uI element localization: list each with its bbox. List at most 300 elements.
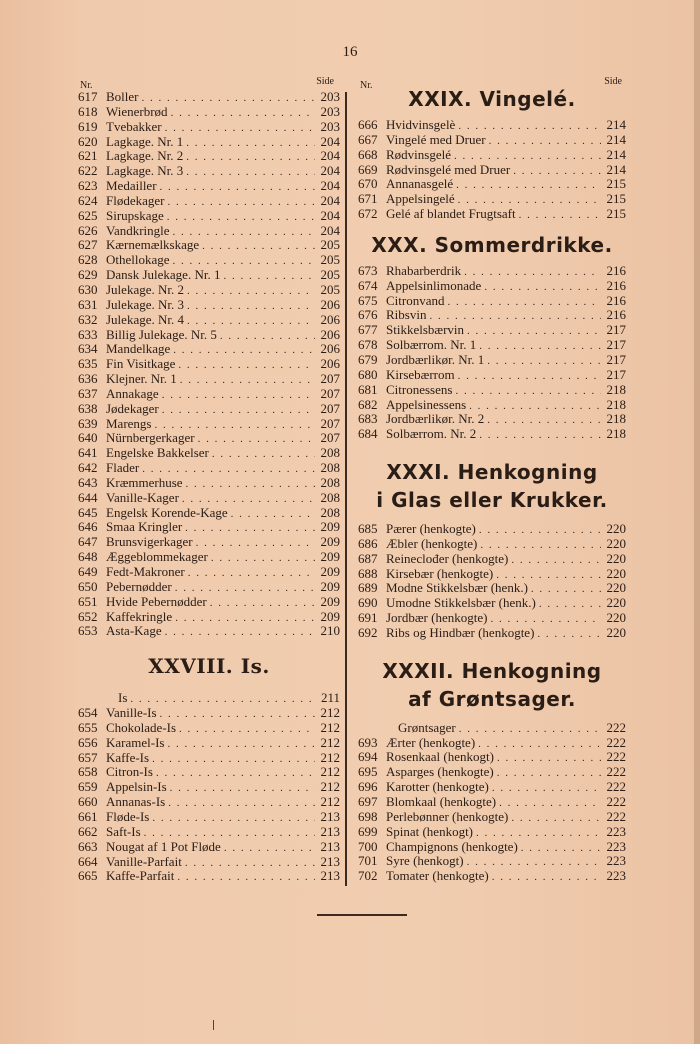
entry-number: 671 bbox=[358, 191, 378, 207]
entry-page: 215 bbox=[606, 206, 626, 222]
entry-title: Syre (henkogt) bbox=[386, 853, 464, 869]
entry-number: 677 bbox=[358, 322, 378, 338]
entry-number: 702 bbox=[358, 868, 378, 884]
index-entry bbox=[358, 780, 626, 795]
dot-leader bbox=[162, 403, 315, 418]
entry-title: Vandkringle bbox=[106, 222, 170, 238]
entry-title: Billig Julekage. Nr. 5 bbox=[106, 326, 217, 342]
entry-page: 207 bbox=[320, 430, 340, 446]
entry-page: 220 bbox=[606, 521, 626, 537]
index-entry bbox=[358, 626, 626, 641]
entry-page: 208 bbox=[320, 445, 340, 461]
entry-page: 213 bbox=[320, 823, 340, 839]
entry-number: 620 bbox=[78, 133, 98, 149]
dot-leader bbox=[497, 751, 601, 766]
index-entry bbox=[78, 751, 340, 766]
entry-number: 696 bbox=[358, 779, 378, 795]
index-entry bbox=[78, 357, 340, 372]
entry-page: 209 bbox=[320, 564, 340, 579]
index-entry bbox=[358, 308, 626, 323]
index-entry bbox=[78, 610, 340, 625]
entry-page: 220 bbox=[606, 580, 626, 596]
entry-title: Kaffe-Parfait bbox=[106, 868, 175, 884]
dot-leader bbox=[152, 752, 315, 767]
entry-page: 212 bbox=[320, 749, 340, 765]
dot-leader bbox=[487, 413, 601, 428]
entry-title: Appelsin-Is bbox=[106, 779, 167, 795]
recipe-list bbox=[358, 118, 626, 222]
entry-title: Vanille-Kager bbox=[106, 489, 179, 505]
entry-number: 634 bbox=[78, 341, 98, 357]
entry-title: Tvebakker bbox=[106, 118, 162, 134]
entry-number: 683 bbox=[358, 411, 378, 427]
dot-leader bbox=[165, 625, 315, 640]
entry-number: 697 bbox=[358, 794, 378, 809]
entry-page: 204 bbox=[320, 207, 340, 223]
entry-number: 654 bbox=[78, 705, 98, 721]
entry-title: Annanas-Is bbox=[106, 794, 166, 810]
index-entry bbox=[78, 135, 340, 150]
entry-title: Vingelé med Druer bbox=[386, 131, 486, 147]
entry-title: Perlebønner (henkogte) bbox=[386, 808, 509, 824]
entry-title: Rosenkaal (henkogt) bbox=[386, 749, 494, 765]
dot-leader bbox=[186, 150, 315, 165]
index-entry bbox=[78, 446, 340, 461]
entry-page: 216 bbox=[606, 277, 626, 293]
dot-leader bbox=[521, 841, 601, 856]
entry-page: 216 bbox=[606, 262, 626, 278]
dot-leader bbox=[511, 553, 601, 568]
index-entry bbox=[358, 412, 626, 427]
entry-number: 652 bbox=[78, 608, 98, 624]
index-entry bbox=[358, 522, 626, 537]
index-entry bbox=[78, 372, 340, 387]
index-entry bbox=[358, 567, 626, 582]
page-edge bbox=[694, 0, 700, 1044]
entry-number: 653 bbox=[78, 623, 98, 639]
index-entry bbox=[358, 398, 626, 413]
entry-title: Blomkaal (henkogte) bbox=[386, 794, 497, 809]
entry-page: 203 bbox=[320, 89, 340, 104]
entry-page: 222 bbox=[606, 808, 626, 824]
dot-leader bbox=[537, 627, 601, 642]
left-column bbox=[78, 76, 340, 884]
index-entry bbox=[78, 476, 340, 491]
entry-title: Lagkage. Nr. 2 bbox=[106, 148, 184, 164]
index-entry bbox=[358, 795, 626, 810]
index-entry bbox=[358, 840, 626, 855]
dot-leader bbox=[202, 239, 315, 254]
entry-number: 679 bbox=[358, 351, 378, 367]
index-entry bbox=[358, 177, 626, 192]
entry-number: 622 bbox=[78, 163, 98, 179]
entry-title: Modne Stikkelsbær (henk.) bbox=[386, 580, 528, 596]
entry-title: Citron-Is bbox=[106, 764, 153, 780]
entry-title: Rhabarberdrik bbox=[386, 262, 462, 278]
entry-page: 220 bbox=[606, 550, 626, 566]
section-title-xxviii: XXVIII. Is. bbox=[148, 654, 270, 679]
entry-title: Grøntsager bbox=[398, 719, 456, 735]
dot-leader bbox=[167, 210, 315, 225]
index-entry bbox=[78, 624, 340, 639]
entry-page: 213 bbox=[320, 808, 340, 824]
entry-title: Engelske Bakkelser bbox=[106, 445, 209, 461]
dot-leader bbox=[171, 106, 315, 121]
entry-title: Karotter (henkogte) bbox=[386, 779, 489, 795]
entry-title: Mandelkage bbox=[106, 341, 171, 357]
entry-page: 203 bbox=[320, 118, 340, 134]
entry-title: Champignons (henkogte) bbox=[386, 838, 518, 854]
entry-number: 672 bbox=[358, 206, 378, 222]
entry-page: 204 bbox=[320, 222, 340, 238]
index-entry bbox=[78, 706, 340, 721]
entry-number: 618 bbox=[78, 103, 98, 119]
column-header bbox=[78, 76, 340, 90]
dot-leader bbox=[497, 766, 601, 781]
entry-number: 685 bbox=[358, 521, 378, 537]
entry-page: 212 bbox=[320, 794, 340, 810]
entry-title: Appelsinessens bbox=[386, 396, 467, 412]
dot-leader bbox=[167, 737, 315, 752]
index-entry bbox=[78, 164, 340, 179]
entry-page: 213 bbox=[320, 868, 340, 884]
entry-number: 692 bbox=[358, 624, 378, 640]
entry-number: 659 bbox=[78, 779, 98, 795]
index-entry bbox=[358, 368, 626, 383]
index-entry bbox=[358, 192, 626, 207]
index-entry bbox=[358, 294, 626, 309]
entry-number: 621 bbox=[78, 148, 98, 164]
entry-title: Spinat (henkogt) bbox=[386, 823, 474, 839]
dot-leader bbox=[223, 269, 315, 284]
dot-leader bbox=[464, 265, 601, 280]
entry-page: 214 bbox=[606, 161, 626, 177]
entry-number: 667 bbox=[358, 131, 378, 147]
entry-title: Ærter (henkogte) bbox=[386, 734, 476, 750]
section-title-xxxi: XXXI. Henkogning bbox=[386, 460, 598, 485]
entry-number: 687 bbox=[358, 550, 378, 566]
index-entry bbox=[358, 148, 626, 163]
dot-leader bbox=[539, 597, 601, 612]
entry-title: Saft-Is bbox=[106, 823, 141, 839]
entry-title: Gelé af blandet Frugtsaft bbox=[386, 206, 516, 222]
entry-number: 690 bbox=[358, 595, 378, 611]
dot-leader bbox=[187, 284, 315, 299]
index-entry bbox=[358, 537, 626, 552]
entry-title: Annakage bbox=[106, 385, 159, 401]
entry-title: Julekage. Nr. 4 bbox=[106, 311, 184, 327]
entry-page: 222 bbox=[606, 749, 626, 765]
dot-leader bbox=[469, 399, 601, 414]
index-entry bbox=[78, 580, 340, 595]
index-entry bbox=[358, 611, 626, 626]
dot-leader bbox=[511, 811, 601, 826]
entry-number: 680 bbox=[358, 366, 378, 382]
index-entry bbox=[78, 253, 340, 268]
entry-number: 668 bbox=[358, 146, 378, 162]
dot-leader bbox=[167, 195, 315, 210]
entry-number: 626 bbox=[78, 222, 98, 238]
entry-page: 213 bbox=[320, 838, 340, 854]
entry-page: 215 bbox=[606, 176, 626, 192]
dot-leader bbox=[487, 354, 601, 369]
dot-leader bbox=[499, 796, 601, 811]
dot-leader bbox=[130, 692, 315, 707]
section-title-xxxii-sub: af Grøntsager. bbox=[408, 686, 576, 711]
dot-leader bbox=[186, 136, 315, 151]
entry-title: Flader bbox=[106, 460, 140, 476]
index-entry bbox=[358, 427, 626, 442]
entry-number: 646 bbox=[78, 519, 98, 535]
nr-header: Nr. bbox=[80, 80, 93, 91]
column-header bbox=[358, 76, 626, 90]
entry-page: 206 bbox=[320, 311, 340, 327]
entry-title: Æggeblommekager bbox=[106, 549, 208, 565]
index-entry bbox=[358, 207, 626, 222]
dot-leader bbox=[231, 507, 315, 522]
dot-leader bbox=[152, 811, 315, 826]
index-entry bbox=[78, 825, 340, 840]
entry-number: 660 bbox=[78, 794, 98, 810]
entry-number: 640 bbox=[78, 430, 98, 446]
entry-title: Jordbærlikør. Nr. 1 bbox=[386, 351, 485, 367]
entry-title: Karamel-Is bbox=[106, 734, 165, 750]
entry-number: 641 bbox=[78, 445, 98, 461]
index-entry bbox=[78, 90, 340, 105]
index-entry bbox=[358, 750, 626, 765]
entry-page: 205 bbox=[320, 252, 340, 268]
dot-leader bbox=[459, 722, 601, 737]
entry-page: 205 bbox=[320, 281, 340, 297]
index-entry bbox=[358, 825, 626, 840]
dot-leader bbox=[177, 870, 315, 885]
entry-number: 682 bbox=[358, 396, 378, 412]
entry-page: 222 bbox=[606, 794, 626, 809]
entry-title: Vanille-Parfait bbox=[106, 853, 182, 869]
entry-page: 218 bbox=[606, 396, 626, 412]
entry-number: 673 bbox=[358, 262, 378, 278]
entry-page: 207 bbox=[320, 371, 340, 387]
entry-title: Ribsvin bbox=[386, 307, 427, 323]
entry-title: Lagkage. Nr. 3 bbox=[106, 163, 184, 179]
entry-page: 212 bbox=[320, 705, 340, 721]
entry-number: 649 bbox=[78, 564, 98, 579]
entry-number: 632 bbox=[78, 311, 98, 327]
dot-leader bbox=[186, 165, 315, 180]
entry-number: 636 bbox=[78, 371, 98, 387]
index-entry bbox=[78, 209, 340, 224]
entry-page: 204 bbox=[320, 163, 340, 179]
dot-leader bbox=[484, 280, 601, 295]
index-entry bbox=[78, 491, 340, 506]
index-entry bbox=[78, 268, 340, 283]
entry-number: 694 bbox=[358, 749, 378, 765]
entry-title: Rødvinsgelé med Druer bbox=[386, 161, 511, 177]
entry-title: Smaa Kringler bbox=[106, 519, 183, 535]
entry-number: 656 bbox=[78, 734, 98, 750]
dot-leader bbox=[458, 369, 601, 384]
dot-leader bbox=[212, 447, 315, 462]
entry-page: 223 bbox=[606, 853, 626, 869]
dot-leader bbox=[479, 428, 601, 443]
entry-number: 635 bbox=[78, 356, 98, 372]
index-entry bbox=[358, 854, 626, 869]
recipe-list bbox=[358, 522, 626, 641]
dot-leader bbox=[492, 781, 601, 796]
entry-page: 220 bbox=[606, 565, 626, 581]
entry-page: 209 bbox=[320, 534, 340, 550]
entry-title: Fløde-Is bbox=[106, 808, 150, 824]
dot-leader bbox=[170, 781, 315, 796]
entry-title: Brunsvigerkager bbox=[106, 534, 193, 550]
entry-page: 214 bbox=[606, 131, 626, 147]
entry-title: Pebernødder bbox=[106, 578, 172, 594]
index-entry bbox=[358, 552, 626, 567]
entry-title: Vanille-Is bbox=[106, 705, 157, 721]
bottom-rule bbox=[317, 914, 407, 916]
entry-page: 207 bbox=[320, 415, 340, 431]
dot-leader bbox=[198, 432, 315, 447]
entry-page: 217 bbox=[606, 322, 626, 338]
entry-number: 623 bbox=[78, 178, 98, 194]
index-entry bbox=[78, 194, 340, 209]
dot-leader bbox=[187, 299, 315, 314]
index-entry bbox=[78, 328, 340, 343]
entry-number: 662 bbox=[78, 823, 98, 839]
dot-leader bbox=[513, 164, 601, 179]
index-entry bbox=[78, 298, 340, 313]
index-entry bbox=[78, 810, 340, 825]
index-entry bbox=[78, 550, 340, 565]
index-entry bbox=[78, 179, 340, 194]
entry-number: 684 bbox=[358, 426, 378, 442]
entry-page: 207 bbox=[320, 385, 340, 401]
index-entry bbox=[358, 163, 626, 178]
dot-leader bbox=[492, 870, 601, 885]
dot-leader bbox=[210, 596, 315, 611]
entry-number: 658 bbox=[78, 764, 98, 780]
index-entry bbox=[358, 264, 626, 279]
entry-title: Reineclođer (henkogte) bbox=[386, 550, 509, 566]
entry-number: 695 bbox=[358, 764, 378, 780]
entry-number: 639 bbox=[78, 415, 98, 431]
entry-page: 211 bbox=[320, 690, 340, 706]
dot-leader bbox=[448, 295, 602, 310]
index-entry bbox=[358, 721, 626, 736]
entry-title: Fedt-Makroner bbox=[106, 564, 185, 579]
dot-leader bbox=[160, 180, 315, 195]
index-entry bbox=[78, 520, 340, 535]
dot-leader bbox=[175, 611, 315, 626]
entry-page: 217 bbox=[606, 351, 626, 367]
entry-page: 212 bbox=[320, 779, 340, 795]
entry-page: 215 bbox=[606, 191, 626, 207]
index-entry bbox=[78, 105, 340, 120]
entry-title: Hvide Pebernødder bbox=[106, 593, 207, 609]
dot-leader bbox=[224, 841, 315, 856]
entry-page: 220 bbox=[606, 595, 626, 611]
index-entry bbox=[78, 283, 340, 298]
dot-leader bbox=[478, 737, 601, 752]
dot-leader bbox=[519, 208, 601, 223]
dot-leader bbox=[489, 134, 601, 149]
entry-number: 700 bbox=[358, 838, 378, 854]
entry-title: Fin Visitkage bbox=[106, 356, 176, 372]
index-entry bbox=[78, 120, 340, 135]
entry-page: 223 bbox=[606, 838, 626, 854]
entry-page: 209 bbox=[320, 593, 340, 609]
recipe-list bbox=[78, 691, 340, 884]
nr-header: Nr. bbox=[360, 80, 373, 91]
entry-page: 222 bbox=[606, 734, 626, 750]
dot-leader bbox=[156, 766, 315, 781]
index-entry bbox=[358, 279, 626, 294]
right-column bbox=[358, 76, 626, 884]
entry-title: Klejner. Nr. 1 bbox=[106, 371, 177, 387]
dot-leader bbox=[160, 707, 315, 722]
entry-page: 206 bbox=[320, 341, 340, 357]
entry-page: 208 bbox=[320, 474, 340, 490]
entry-title: Citronvand bbox=[386, 292, 445, 308]
entry-title: Is bbox=[118, 690, 128, 706]
entry-page: 212 bbox=[320, 734, 340, 750]
index-entry bbox=[78, 417, 340, 432]
entry-page: 209 bbox=[320, 519, 340, 535]
index-entry bbox=[78, 313, 340, 328]
entry-title: Jødekager bbox=[106, 400, 159, 416]
dot-leader bbox=[479, 523, 601, 538]
entry-number: 674 bbox=[358, 277, 378, 293]
index-entry bbox=[358, 133, 626, 148]
entry-title: Nürnbergerkager bbox=[106, 430, 195, 446]
dot-leader bbox=[162, 388, 315, 403]
entry-page: 220 bbox=[606, 610, 626, 626]
entry-title: Engelsk Korende-Kage bbox=[106, 504, 228, 520]
entry-number: 663 bbox=[78, 838, 98, 854]
entry-page: 208 bbox=[320, 489, 340, 505]
index-entry bbox=[78, 224, 340, 239]
section-title-xxix: XXIX. Vingelé. bbox=[408, 87, 576, 111]
entry-title: Othellokage bbox=[106, 252, 170, 268]
dot-leader bbox=[196, 536, 315, 551]
entry-title: Tomater (henkogte) bbox=[386, 868, 489, 884]
entry-number: 664 bbox=[78, 853, 98, 869]
dot-leader bbox=[173, 343, 315, 358]
entry-page: 205 bbox=[320, 267, 340, 283]
entry-page: 217 bbox=[606, 337, 626, 353]
index-entry bbox=[78, 431, 340, 446]
entry-number: 670 bbox=[358, 176, 378, 192]
index-entry bbox=[78, 795, 340, 810]
entry-page: 220 bbox=[606, 624, 626, 640]
entry-page: 218 bbox=[606, 381, 626, 397]
entry-page: 213 bbox=[320, 853, 340, 869]
index-entry bbox=[358, 353, 626, 368]
print-mark bbox=[213, 1020, 214, 1030]
entry-number: 644 bbox=[78, 489, 98, 505]
dot-leader bbox=[180, 373, 315, 388]
entry-title: Æbler (henkogte) bbox=[386, 535, 478, 551]
entry-title: Asparges (henkogte) bbox=[386, 764, 494, 780]
index-entry bbox=[78, 149, 340, 164]
entry-title: Kaffe-Is bbox=[106, 749, 150, 765]
entry-page: 204 bbox=[320, 192, 340, 208]
entry-number: 691 bbox=[358, 610, 378, 626]
entry-page: 223 bbox=[606, 823, 626, 839]
entry-page: 209 bbox=[320, 608, 340, 624]
index-entry bbox=[78, 595, 340, 610]
entry-title: Nougat af 1 Pot Fløde bbox=[106, 838, 221, 854]
